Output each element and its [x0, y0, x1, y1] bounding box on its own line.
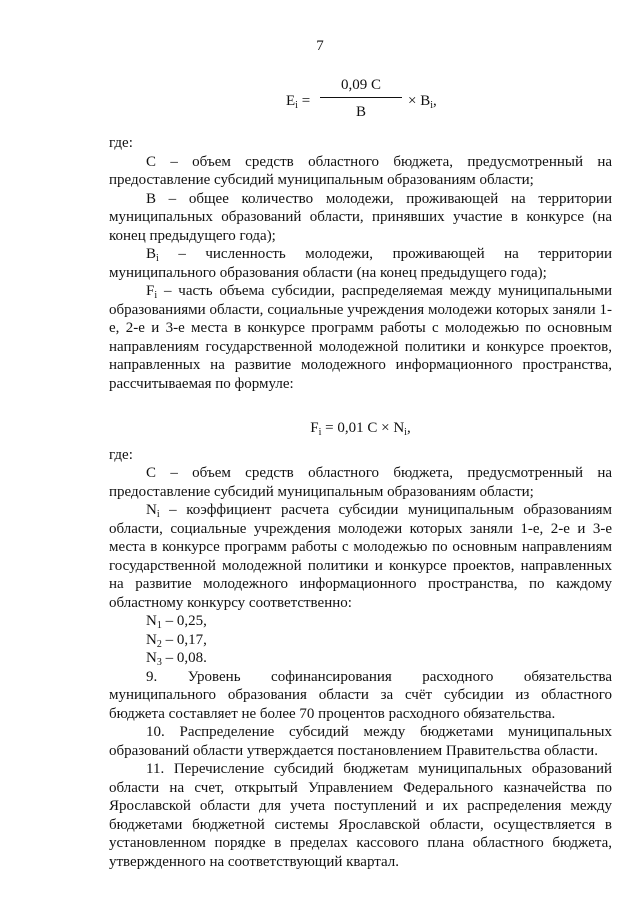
- formula-fi: $F_i = 0,01$ $С \times N_i$,: [310, 420, 411, 438]
- text-block-1: [109, 134, 612, 393]
- definition-c-1: С – объем средств областного бюджета, предусмотренный на предоставление субсидий муниципальным образованиям области;: [109, 153, 612, 188]
- clause-11: 11. Перечисление субсидий бюджетам муниципальных образований области на счет, открытый Управлением Федерального казначейства по Ярославской области для учета поступлений и их распределения между бюджетами бюджетной системы Ярославской области, осуществляется в установленном порядке в пределах кассового плана областного бюджета, утвержденного на соответствующий квартал.: [109, 761, 612, 870]
- definition-c-2: С – объем средств областного бюджета, предусмотренный на предоставление субсидий муниципальным образованиям области;: [109, 465, 612, 500]
- definition-ni: $N_i$ – коэффициент расчета субсидии муниципальным образованиям области, социальные учреждения молодежи которых заняли 1-е, 2-е и 3-е места в конкурсе программ работы с молодежью по основным направлениям государственной молодежной политики и конкурсе проектов, направленных на развитие молодежного информационного пространства, по каждому областному конкурсу соответственно:: [109, 502, 612, 611]
- definition-bi: $B_i$ – численность молодежи, проживающей на территории муниципального образования области (на конец предыдущего года);: [109, 246, 612, 281]
- page-number: 7: [316, 38, 324, 54]
- clause-10: 10. Распределение субсидий между бюджетами муниципальных образований области утверждается постановлением Правительства области.: [109, 724, 612, 759]
- coefficient-n1: $N_1 - 0,25$,: [146, 613, 207, 631]
- formula-ei-lhs: $E_i$ =: [286, 93, 311, 111]
- coefficient-n2: $N_2 - 0,17$,: [146, 631, 207, 650]
- formula-ei-fraction: [320, 72, 402, 121]
- formula-ei-denominator: В: [355, 104, 366, 120]
- fraction-bar: [320, 97, 402, 98]
- definition-fi: $F_i$ – часть объема субсидии, распределяемая между муниципальными образованиями области, социальные учреждения молодежи которых заняли 1-е, 2-е и 3-е места в конкурсе программ работы с молодежью по основным направлениям государственной молодежной политики и конкурсе проектов, направленных на развитие молодежного информационного пространства, рассчитываемая по формуле:: [109, 283, 612, 392]
- text-block-2: [109, 407, 612, 871]
- definition-b: В – общее количество молодежи, проживающей на территории муниципальных образований области, принявших участие в конкурсе (на конец предыдущего года);: [109, 190, 612, 244]
- formula-ei: [286, 72, 446, 132]
- formula-ei-numerator: 0,09 С: [340, 77, 381, 93]
- where-label-2: где:: [109, 446, 133, 463]
- where-label-1: где:: [109, 135, 133, 151]
- clause-9: 9. Уровень софинансирования расходного обязательства муниципального образования области за счёт субсидии из областного бюджета составляет не более 70 процентов расходного обязательства.: [109, 668, 612, 722]
- coefficient-n3: $N_3 - 0,08$.: [146, 650, 207, 668]
- formula-ei-rhs: × $B_i$,: [408, 93, 437, 111]
